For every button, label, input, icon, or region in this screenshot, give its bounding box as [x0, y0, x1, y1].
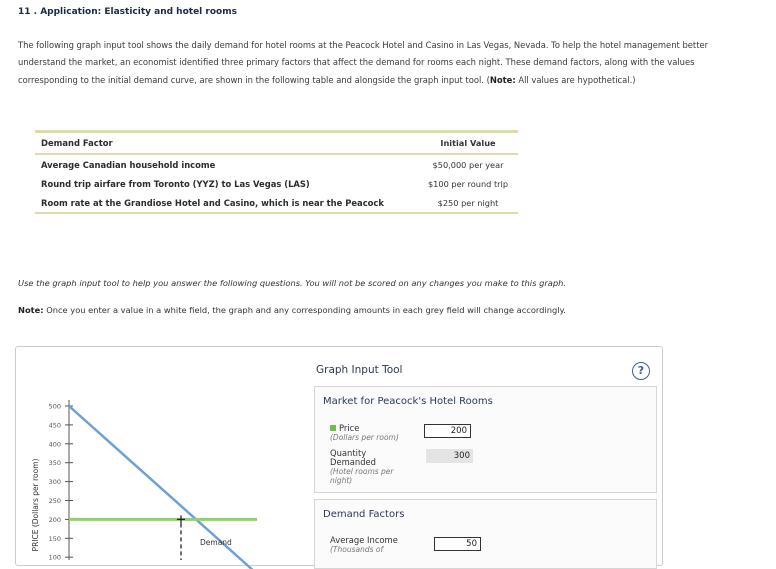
intro-note-label: Note: — [489, 74, 516, 85]
price-label — [330, 424, 399, 433]
quantity-output: 300 — [426, 449, 473, 463]
quantity-label-2: Demanded — [330, 457, 376, 467]
y-tick-label: 250 — [48, 497, 61, 505]
quantity-label-group — [330, 449, 394, 485]
price-swatch-icon — [330, 425, 336, 431]
help-icon[interactable]: ? — [632, 362, 650, 380]
quantity-sublabel-1: (Hotel rooms per — [330, 467, 394, 476]
y-tick-label: 300 — [48, 478, 61, 487]
instructions-text: Use the graph input tool to help you answer the following questions. You will not be scored on any changes you make to this graph. — [18, 278, 566, 288]
row-value: $50,000 per year — [432, 159, 504, 170]
y-tick-label: 350 — [48, 459, 61, 468]
row-value: $100 per round trip — [427, 178, 509, 189]
y-tick-label: 450 — [48, 421, 61, 430]
price-sublabel: (Dollars per room) — [330, 433, 399, 442]
intro-text-end: All values are hypothetical.) — [515, 74, 636, 85]
y-tick-label: 400 — [48, 440, 61, 449]
header-demand-factor: Demand Factor — [41, 138, 113, 148]
market-title: Market for Peacock's Hotel Rooms — [323, 396, 493, 407]
price-input[interactable]: 200 — [424, 424, 471, 438]
question-title: 11 . Application: Elasticity and hotel rooms — [18, 7, 237, 17]
row-factor: Round trip airfare from Toronto (YYZ) to Las Vegas (LAS) — [41, 178, 310, 189]
y-tick-label: 200 — [48, 515, 61, 524]
income-sublabel: (Thousands of — [330, 545, 384, 554]
market-box — [314, 386, 657, 493]
y-axis-title: PRICE (Dollars per room) — [31, 458, 40, 552]
note-body: Once you enter a value in a white field, the graph and any corresponding amounts in each grey field will change accordingly. — [43, 305, 566, 315]
demand-factors-box — [314, 499, 657, 569]
row-factor: Room rate at the Grandiose Hotel and Casino, which is near the Peacock — [41, 197, 384, 208]
income-label: Average Income — [330, 535, 398, 545]
intro-text: The following graph input tool shows the daily demand for hotel rooms at the Peacock Hotel and Casino in Las Vegas, Nevada. To help the hotel management better understand the market, an economist identified three primary factors that affect the demand for rooms each night. These demand factors, along with the values corresponding to the initial demand curve, are shown in the following table and alongside the graph input tool. ( — [18, 40, 709, 85]
demand-factors-title: Demand Factors — [323, 509, 405, 520]
graph-input-tool-title: Graph Input Tool — [316, 364, 403, 376]
income-input[interactable]: 50 — [434, 537, 481, 551]
income-label-group — [330, 536, 398, 554]
y-tick-label: 150 — [48, 534, 61, 543]
note-label: Note: — [18, 305, 44, 315]
quantity-sublabel-2: night) — [330, 476, 353, 485]
row-factor: Average Canadian household income — [41, 159, 216, 170]
quantity-label-1: Quantity — [330, 448, 367, 458]
header-initial-value: Initial Value — [440, 138, 496, 148]
y-tick-label: 100 — [48, 553, 61, 562]
row-value: $250 per night — [437, 197, 499, 208]
demand-curve-label: Demand — [200, 538, 232, 547]
price-label-group — [330, 424, 399, 442]
y-tick-label: 500 — [48, 402, 61, 411]
price-label-text: Price — [339, 423, 360, 433]
